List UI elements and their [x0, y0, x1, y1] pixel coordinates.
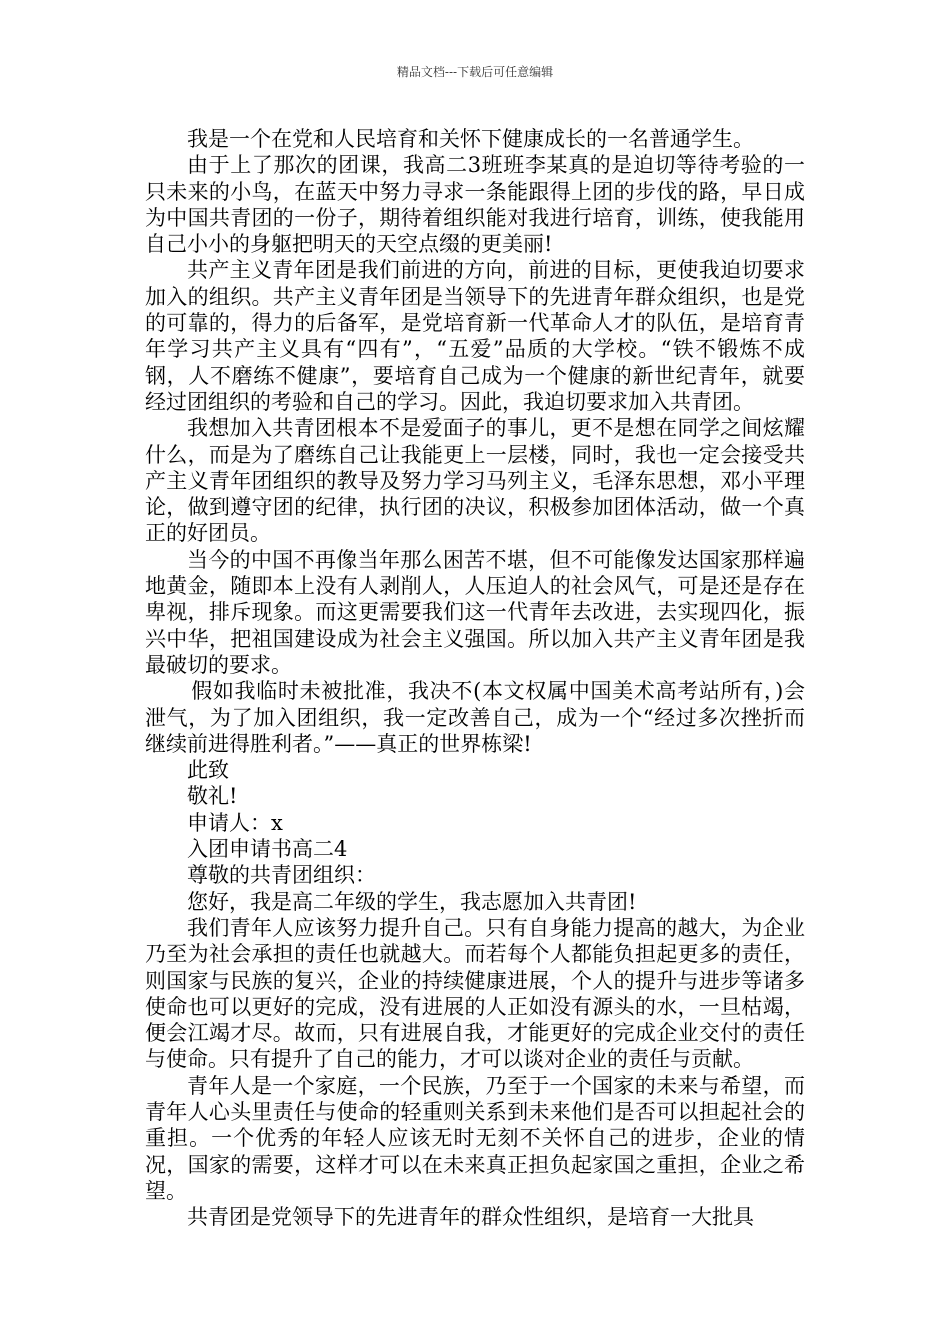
closing-line: 此致: [187, 758, 229, 783]
paragraph: 当今的中国不再像当年那么困苦不堪，但不可能像发达国家那样遍地黄金，随即本上没有人剥削人，人压迫人的社会风气，可是还是存在卑视，排斥现象。而这更需要我们这一代青年去改进，去实现四化，振兴中华，把祖国建设成为社会主义强国。所以加入共产主义青年团是我最破切的要求。: [145, 547, 805, 677]
paragraph: 我是一个在党和人民培育和关怀下健康成长的一名普通学生。: [187, 127, 754, 151]
greeting-line: 尊敬的共青团组织：: [187, 863, 376, 888]
paragraph: 我们青年人应该努力提升自己。只有自身能力提高的越大，为企业乃至为社会承担的责任也就越大。而若每个人都能负担起更多的责任，则国家与民族的复兴，企业的持续健康进展，个人的提升与进步等诸多使命也可以更好的完成，没有进展的人正如没有源头的水，一旦枯竭，便会江竭才尽。故而，只有进展自我，才能更好的完成企业交付的责任与使命。只有提升了自己的能力，才可以谈对企业的责任与贡献。: [145, 915, 805, 1072]
paragraph: 我想加入共青团根本不是爱面子的事儿，更不是想在同学之间炫耀什么，而是为了磨练自己让我能更上一层楼，同时，我也一定会接受共产主义青年团组织的教导及努力学习马列主义，毛泽东思想，邓小平理论，做到遵守团的纪律，执行团的决议，积极参加团体活动，做一个真正的好团员。: [145, 416, 805, 546]
section-title: 入团申请书高二4: [187, 837, 348, 862]
applicant-line: 申请人：x: [187, 810, 283, 835]
salutation-line: 敬礼!: [187, 784, 238, 809]
paragraph: 青年人是一个家庭，一个民族，乃至于一个国家的未来与希望，而青年人心头里责任与使命的轻重则关系到未来他们是否可以担起社会的重担。一个优秀的年轻人应该无时无刻不关怀自己的进步，企业的情况，国家的需要，这样才可以在未来真正担负起家国之重担，企业之希望。: [145, 1073, 805, 1203]
paragraph: 共青团是党领导下的先进青年的群众性组织，是培育一大批具: [187, 1205, 754, 1230]
paragraph: 假如我临时未被批准，我决不(本文权属中国美术高考站所有，)会泄气，为了加入团组织，我一定改善自己，成为一个“经过多次挫折而继续前进得胜利者。”——真正的世界栋梁!: [145, 679, 805, 756]
paragraph: 共产主义青年团是我们前进的方向，前进的目标，更使我迫切要求加入的组织。共产主义青年团是当领导下的先进青年群众组织，也是党的可靠的，得力的后备军，是党培育新一代革命人才的队伍，是培育青年学习共产主义具有“四有”，“五爱”品质的大学校。“铁不锻炼不成钢，人不磨练不健康”，要培育自己成为一个健康的新世纪青年，就要经过团组织的考验和自己的学习。因此，我迫切要求加入共青团。: [145, 258, 805, 414]
document-body: [145, 126, 805, 1230]
paragraph: 由于上了那次的团课，我高二3班班李某真的是迫切等待考验的一只未来的小鸟，在蓝天中努力寻求一条能跟得上团的步伐的路，早日成为中国共青团的一份子，期待着组织能对我进行培育，训练，使我能用自己小小的身躯把明天的天空点缀的更美丽!: [145, 153, 805, 257]
paragraph: 您好，我是高二年级的学生，我志愿加入共青团!: [187, 889, 637, 914]
page-header: 精品文档---下载后可任意编辑: [396, 65, 554, 79]
